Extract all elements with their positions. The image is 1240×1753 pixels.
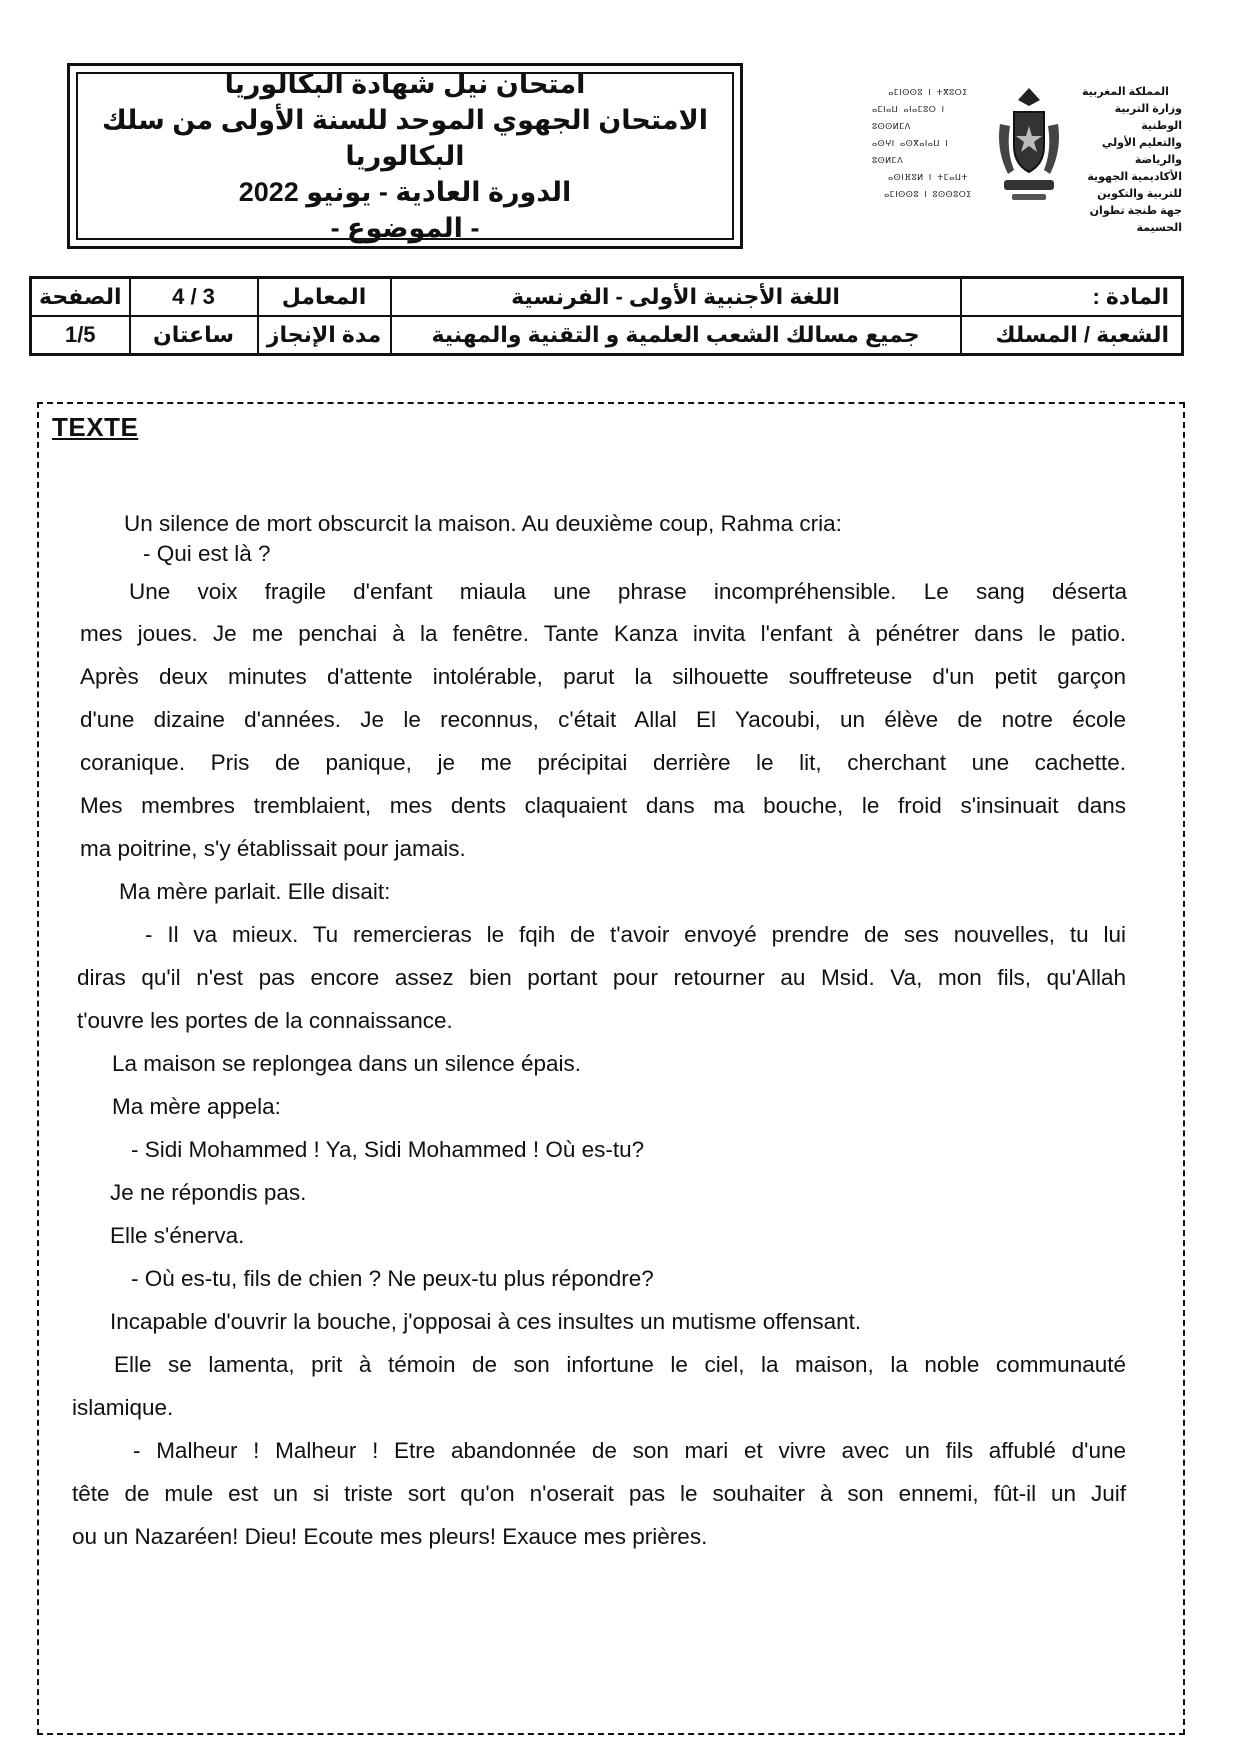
ministry-logo <box>872 84 1182 234</box>
subject-label: المادة : <box>961 278 1183 317</box>
exam-title-line-3: الدورة العادية - يونيو 2022 <box>238 177 572 207</box>
passage-line: Je ne répondis pas. <box>110 1180 307 1205</box>
exam-title-inner <box>76 69 734 243</box>
passage-line: d'une dizaine d'années. Je le reconnus, c'était Allal El Yacoubi, un élève de notre école <box>80 707 1126 732</box>
passage-line: ou un Nazaréen! Dieu! Ecoute mes pleurs! Exauce mes prières. <box>72 1524 708 1549</box>
logo-arabic-line: جهة طنجة تطوان الحسيمة <box>1089 205 1182 234</box>
stream-label: الشعبة / المسلك <box>961 316 1183 355</box>
passage-line: coranique. Pris de panique, je me précipitai derrière le lit, cherchant une cachette. <box>80 750 1126 775</box>
exam-title-frame <box>67 63 743 249</box>
passage-line: - Où es-tu, fils de chien ? Ne peux-tu plus répondre? <box>131 1266 654 1291</box>
duration-value: ساعتان <box>130 316 258 355</box>
passage-line: Ma mère parlait. Elle disait: <box>119 879 391 904</box>
coat-of-arms-icon <box>994 84 1064 209</box>
logo-arabic-line: وزارة التربية الوطنية <box>1114 103 1182 132</box>
exam-info-table <box>29 276 1184 356</box>
texte-heading: TEXTE <box>52 412 139 442</box>
page-number: 1/5 <box>31 316 130 355</box>
logo-tifinagh-line: ⴰⵙⵏⴼⵓⵍ ⵏ ⵜⵎⴰⵡⵜ <box>887 173 969 182</box>
logo-tifinagh-line: ⴰⵙⵖⵏ ⴰⵙⴳⴰⵏⴰⵡ ⵏ ⵓⵙⵍⵎⴷ <box>872 139 949 165</box>
logo-arabic-line: والتعليم الأولي والرياضة <box>1101 137 1182 166</box>
passage-line: Après deux minutes d'attente intolérable, parut la silhouette souffreteuse d'un petit garçon <box>80 664 1126 689</box>
passage-line: tête de mule est un si triste sort qu'on n'oserait pas le souhaiter à son ennemi, fût-il un Juif <box>72 1481 1126 1506</box>
logo-arabic-line: المملكة المغربية <box>1082 86 1169 98</box>
logo-tifinagh-text <box>872 84 984 203</box>
passage-line: Mes membres tremblaient, mes dents claquaient dans ma bouche, le froid s'insinuait dans <box>80 793 1126 818</box>
table-row <box>31 278 1183 317</box>
passage-line: diras qu'il n'est pas encore assez bien portant pour retourner au Msid. Va, mon fils, qu'Allah <box>77 965 1126 990</box>
logo-arabic-text <box>1082 84 1182 237</box>
exam-title-line-1: امتحان نيل شهادة البكالوريا <box>224 69 586 99</box>
passage-line: Un silence de mort obscurcit la maison. Au deuxième coup, Rahma cria: <box>124 511 842 536</box>
logo-tifinagh-line: ⴰⵎⵏⴰⵡ ⴰⵏⴰⵎⵓⵔ ⵏ ⵓⵙⵙⵍⵎⴷ <box>872 105 945 131</box>
exam-title-line-4: - الموضوع - <box>330 213 480 243</box>
passage-line: mes joues. Je me penchai à la fenêtre. Tante Kanza invita l'enfant à pénétrer dans le patio. <box>80 621 1126 646</box>
passage-line: ma poitrine, s'y établissait pour jamais. <box>80 836 466 861</box>
page-label: الصفحة <box>31 278 130 317</box>
passage-line: - Qui est là ? <box>143 541 271 566</box>
table-row <box>31 316 1183 355</box>
passage-line: Elle se lamenta, prit à témoin de son infortune le ciel, la maison, la noble communauté <box>114 1352 1126 1377</box>
passage-line: t'ouvre les portes de la connaissance. <box>77 1008 453 1033</box>
subject-value: اللغة الأجنبية الأولى - الفرنسية <box>391 278 961 317</box>
exam-title-line-2: الامتحان الجهوي الموحد للسنة الأولى من سلك البكالوريا <box>102 105 708 171</box>
logo-tifinagh-line: ⴰⵎⵏⵙⵙⵓ ⵏ ⵜⴳⵓⵔⵉ <box>888 88 968 97</box>
passage-line: - Sidi Mohammed ! Ya, Sidi Mohammed ! Où es-tu? <box>131 1137 645 1162</box>
stream-value: جميع مسالك الشعب العلمية و التقنية والمهنية <box>391 316 961 355</box>
passage-line: La maison se replongea dans un silence épais. <box>112 1051 582 1076</box>
logo-arabic-line: الأكاديمية الجهوية للتربية والتكوين <box>1087 171 1182 200</box>
passage-line: Une voix fragile d'enfant miaula une phrase incompréhensible. Le sang déserta <box>129 579 1127 604</box>
passage-line: Elle s'énerva. <box>110 1223 245 1248</box>
passage-line: islamique. <box>72 1395 174 1420</box>
passage-line: Incapable d'ouvrir la bouche, j'opposai à ces insultes un mutisme offensant. <box>110 1309 862 1334</box>
coefficient-label: المعامل <box>258 278 391 317</box>
passage-line: Ma mère appela: <box>112 1094 281 1119</box>
coefficient-value: 3 / 4 <box>130 278 258 317</box>
passage-line: - Il va mieux. Tu remercieras le fqih de t'avoir envoyé prendre de ses nouvelles, tu lui <box>145 922 1126 947</box>
logo-tifinagh-line: ⴰⵎⵏⵙⵙⵓ ⵏ ⵓⵙⵙⵓⵔⵉ <box>884 190 972 199</box>
passage-line: - Malheur ! Malheur ! Etre abandonnée de son mari et vivre avec un fils affublé d'une <box>133 1438 1126 1463</box>
duration-label: مدة الإنجاز <box>258 316 391 355</box>
